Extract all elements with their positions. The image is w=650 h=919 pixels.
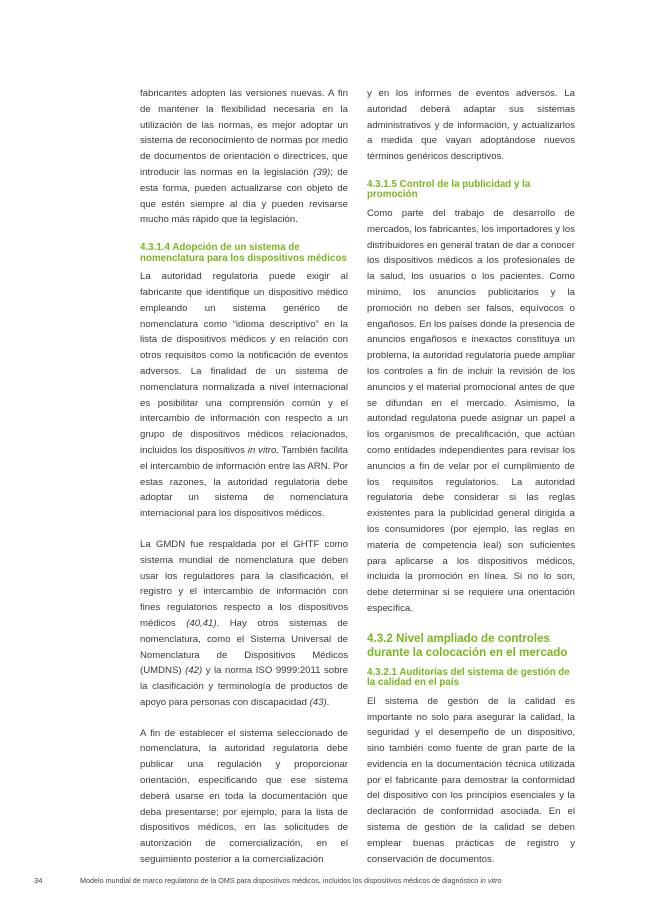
paragraph-advertising: Como parte del trabajo de desarrollo de mercados, los fabricantes, los importadores y los distribuidores en general tratan de dar a conocer los dispositivos médicos a los profesionales de la salud, los usuarios o los pacientes. Como mínimo, los anuncios publicitarios y la promoción no deben ser falsos, equívocos o engañosos. En los países donde la presencia de anuncios engañosos e inexactos constituya un problema, la autoridad regulatoria puede ampliar los controles a fin de incluir la revisión de los anuncios y el material promocional antes de que se difundan en el mercado. Asimismo, la autoridad regulatoria puede asignar un papel a los organismos de precalificación, que actúan como entidades independientes para revisar los anuncios a fin de velar por el cumplimiento de los requisitos regulatorios. La autoridad regulatoria debe considerar si las reglas existentes para la publicidad general dirigida a los consumidores (por ejemplo, las reglas en materia de competencia leal) son suficientes para aplicarse a los dispositivos médicos, incluida la promoción en línea. Si no lo son, debe determinar si se requiere una orientación específica.: [367, 207, 575, 614]
text-run: ; de esta forma, pueden actualizarse con objeto de que estén siempre al día y pueden revisarse mucho más rápido que la legislación.: [140, 166, 348, 226]
text-run: y la norma ISO 9999:2011 sobre la clasificación y terminología de productos de apoyo para personas con discapacidad: [140, 665, 348, 708]
heading-4-3-2: 4.3.2 Nivel ampliado de controles durante la colocación en el mercado: [367, 631, 568, 659]
right-column: [367, 86, 575, 867]
paragraph-adverse-events: y en los informes de eventos adversos. La autoridad deberá adaptar sus sistemas administrativos y de información, y actualizarlos a medida que vayan adoptándose nuevos términos genéricos descriptivos.: [367, 88, 575, 163]
heading-4-3-1-5: 4.3.1.5 Control de la publicidad y la promoción: [367, 178, 531, 201]
italic-term: in vitro: [247, 444, 277, 456]
citation: (40,41): [186, 617, 217, 629]
text-run: La autoridad regulatoria puede exigir al fabricante que identifique un dispositivo médico empleando un sistema genérico de nomenclatura como “idioma descriptivo” en la lista de dispositivos médicos y en relación con otros requisitos como la notificación de eventos adversos. La finalidad de un sistema de nomenclatura normalizada a nivel internacional es posibilitar una comprensión común y el intercambio de información con respecto a un grupo de dispositivos médicos relacionados, incluidos los dispositivos: [140, 271, 348, 456]
text-run: fabricantes adopten las versiones nuevas. A fin de mantener la flexibilidad necesaria en la utilización de las normas, es mejor adoptar un sistema de reconocimiento de normas por medio de documentos de orientación o directrices, que introducir las normas en la legislación: [140, 88, 348, 178]
footer-text-run: Modelo mundial de marco regulatorio de la OMS para dispositivos médicos, incluidos los dispositivos médicos de diagnóstico: [80, 876, 481, 885]
citation: (43): [309, 696, 327, 708]
paragraph-establish-system: A fin de establecer el sistema seleccionado de nomenclatura, la autoridad regulatoria debe publicar una regulación y proporcionar orientación, especificando que ese sistema deberá usarse en toda la documentación que deba presentarse; por ejemplo, para la lista de dispositivos médicos, en las solicitudes de autorización de comercialización, en el seguimiento posterior a la comercialización: [140, 727, 348, 866]
footer-title: [80, 876, 501, 885]
heading-4-3-2-1: 4.3.2.1 Auditorías del sistema de gestión de la calidad en el país: [367, 666, 570, 689]
text-run: La GMDN fue respaldada por el GHTF como sistema mundial de nomenclatura que deben usar los reguladores para la clasificación, el registro y el intercambio de información con fines regulatorios respecto a los dispositivos médicos: [140, 538, 348, 629]
citation: (42): [185, 665, 203, 677]
text-run: .: [326, 696, 330, 708]
footer-italic: in vitro: [480, 876, 502, 885]
heading-4-3-1-4: 4.3.1.4 Adopción de un sistema de nomenclatura para los dispositivos médicos: [140, 242, 347, 264]
page-footer: [0, 875, 650, 889]
citation: (39): [313, 166, 331, 178]
left-column: [140, 86, 348, 868]
text-run: . También facilita el intercambio de información entre las ARN. Por estas razones, la autoridad regulatoria debe adoptar un sistema de nomenclatura internacional para los dispositivos médicos.: [140, 444, 348, 520]
paragraph-nomenclature: [140, 269, 348, 522]
paragraph-quality-system: El sistema de gestión de la calidad es importante no solo para asegurar la calidad, la seguridad y el desempeño de un dispositivo, sino también como fuente de gran parte de la evidencia en la documentación técnica utilizada por el fabricante para demostrar la conformidad del dispositivo con los principios esenciales y la declaración de conformidad asociada. En el sistema de gestión de la calidad se deben emplear buenas prácticas de registro y conservación de documentos.: [367, 695, 575, 865]
text-run: . Hay otros sistemas de nomenclatura, como el Sistema Universal de Nomenclatura de Dispositivos Médicos (UMDNS): [140, 617, 348, 677]
paragraph-standards: [140, 86, 348, 228]
page-number: 34: [34, 876, 43, 885]
paragraph-gmdn: [140, 537, 348, 711]
